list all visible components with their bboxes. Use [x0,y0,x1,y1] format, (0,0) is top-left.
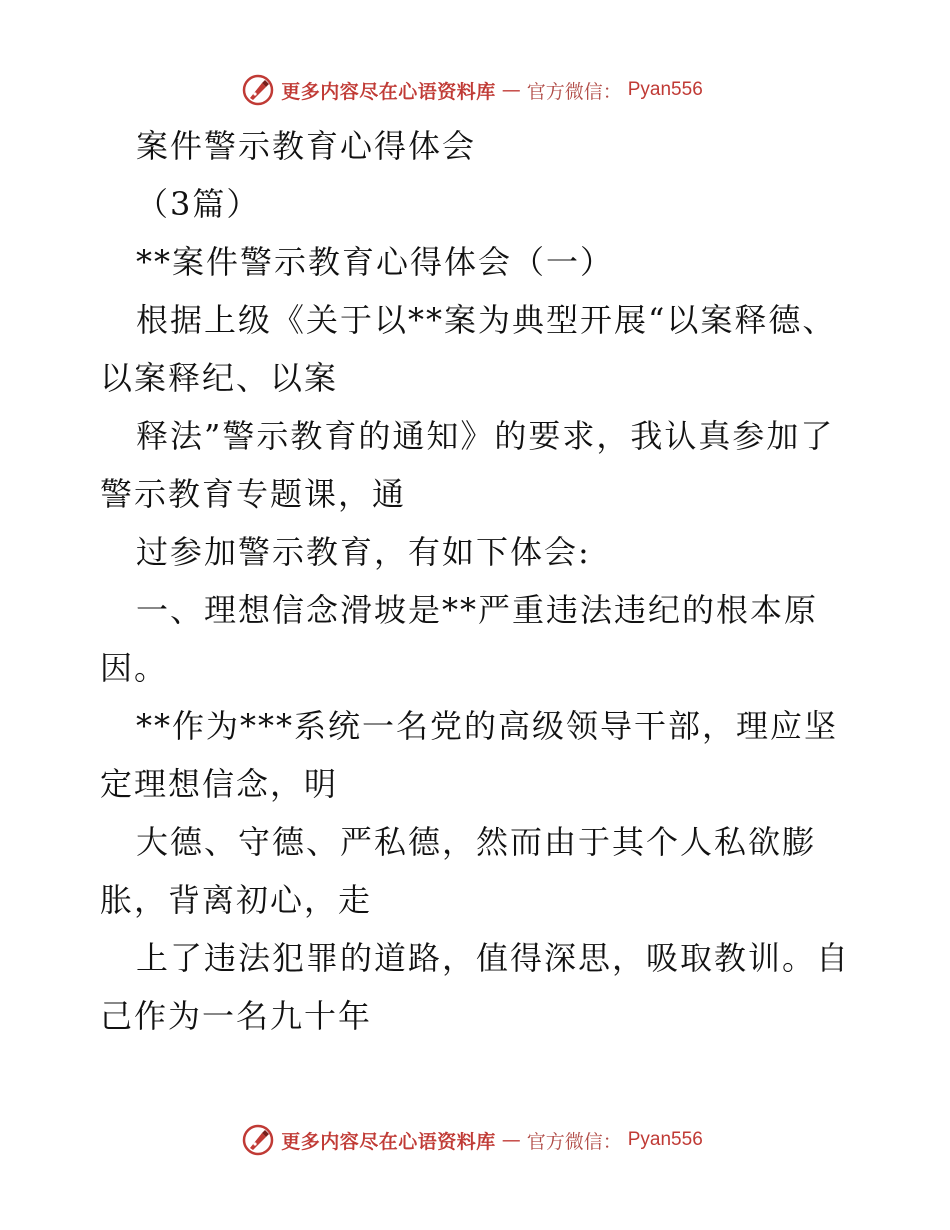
banner-content [241,1123,703,1157]
banner-dash: — [501,79,521,101]
document-line: 定理想信念，明 [100,765,339,803]
banner-wechat-handle: Pyan556 [627,1129,703,1150]
document-line: 过参加警示教育，有如下体会: [136,533,591,571]
footer-watermark-banner [0,1120,950,1160]
document-body [100,117,860,1045]
document-line: 一、理想信念滑坡是**严重违法违纪的根本原 [136,591,819,629]
banner-wechat-handle: Pyan556 [627,79,703,100]
pen-nib-circle-icon [241,1123,275,1157]
banner-content [241,73,703,107]
document-line: （3篇） [136,185,261,223]
banner-brand-text: 更多内容尽在心语资料库 [281,80,496,103]
document-line: 释法”警示教育的通知》的要求，我认真参加了 [136,417,835,455]
document-line: **案件警示教育心得体会（一） [136,243,615,281]
document-line: 根据上级《关于以**案为典型开展“以案释德、 [136,301,837,339]
document-line: 案件警示教育心得体会 [136,127,477,165]
header-watermark-banner [0,70,950,110]
document-line: 以案释纪、以案 [100,359,339,397]
banner-wechat-label: 官方微信： [526,1130,622,1153]
document-line: 上了违法犯罪的道路，值得深思，吸取教训。自 [136,939,851,977]
document-line: 警示教育专题课，通 [100,475,407,513]
banner-dash: — [501,1129,521,1151]
document-line: 大德、守德、严私德，然而由于其个人私欲膨 [136,823,817,861]
document-line: 因。 [100,649,169,687]
document-line: **作为***系统一名党的高级领导干部，理应坚 [136,707,839,745]
banner-wechat-label: 官方微信： [526,80,622,103]
pen-nib-circle-icon [241,73,275,107]
banner-brand-text: 更多内容尽在心语资料库 [281,1130,496,1153]
document-line: 胀，背离初心，走 [100,881,373,919]
document-line: 己作为一名九十年 [100,997,373,1035]
